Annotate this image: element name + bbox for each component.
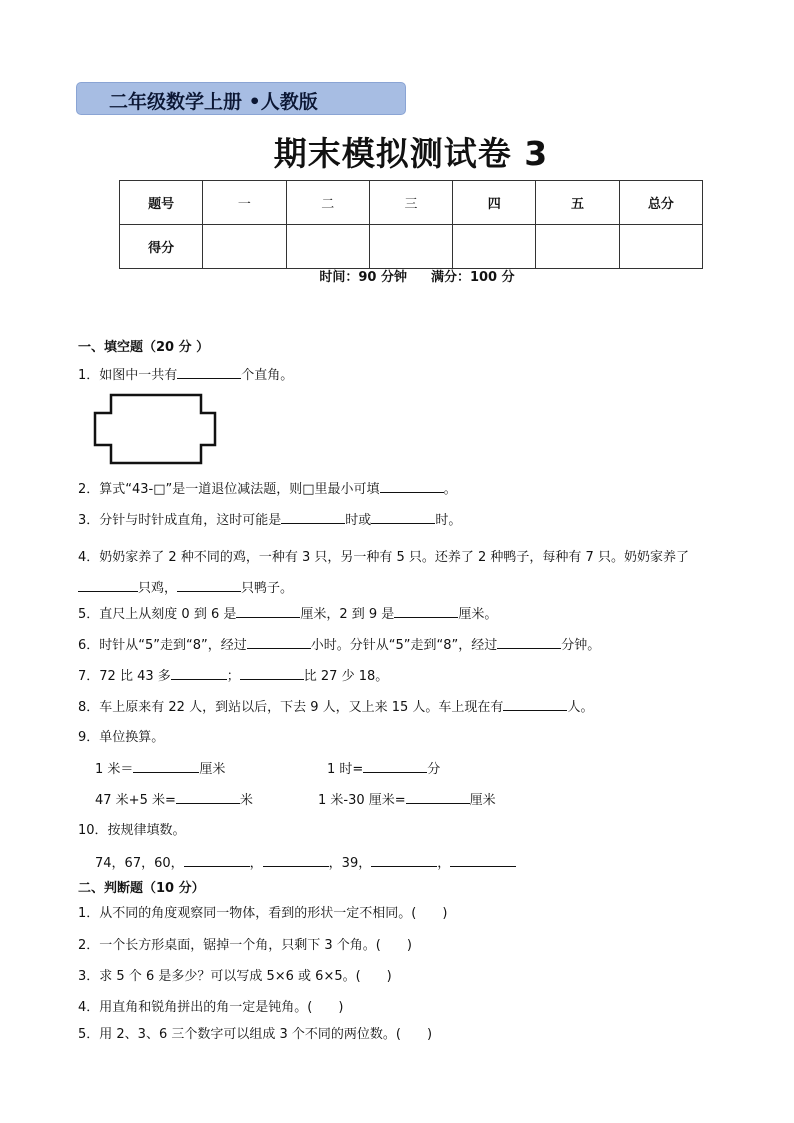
score-cell: 总分 (619, 181, 702, 225)
answer-blank[interactable] (371, 854, 437, 867)
sequence-row (95, 854, 516, 873)
score-input-cell[interactable] (203, 225, 286, 269)
conversion-unit: 分 (427, 762, 441, 777)
conversion-2 (327, 760, 440, 779)
q-text: 小时。分针从“5”走到“8”，经过 (310, 638, 498, 653)
question-7 (78, 667, 388, 686)
conversion-unit: 米 (239, 793, 253, 808)
q-number: 4． (78, 550, 100, 565)
answer-blank[interactable] (406, 791, 470, 804)
q-text: 。 (443, 482, 457, 497)
score-cell: 五 (536, 181, 619, 225)
answer-blank[interactable] (371, 511, 435, 524)
q-number: 9． (78, 730, 100, 745)
q-text: 厘米。 (458, 607, 498, 622)
q-text: 分针与时针成直角，这时可能是 (99, 513, 282, 528)
conversion-text: 1 时= (327, 762, 364, 777)
exam-meta (20, 266, 794, 285)
answer-blank[interactable] (247, 636, 311, 649)
q-number: 3． (78, 513, 100, 528)
answer-blank[interactable] (184, 854, 250, 867)
answer-blank[interactable] (177, 579, 241, 592)
figure-shape (93, 393, 219, 465)
question-9 (78, 729, 164, 747)
q-text: 奶奶家养了 2 种不同的鸡，一种有 3 只，另一种有 5 只。还养了 2 种鸭子，每种有 7 只。奶奶家养了 (99, 550, 689, 565)
q-number: 2． (78, 482, 100, 497)
conversion-text: 1 米＝ (95, 762, 134, 777)
separator: ， (358, 856, 372, 871)
score-input-cell[interactable] (369, 225, 452, 269)
answer-blank[interactable] (394, 605, 458, 618)
q-text: 车上原来有 22 人，到站以后，下去 9 人，又上来 15 人。车上现在有 (99, 700, 504, 715)
judge-item[interactable]: 1．从不同的角度观察同一物体，看到的形状一定不相同。( ) (78, 906, 448, 921)
score-input-cell[interactable] (619, 225, 702, 269)
grade-badge (76, 82, 406, 115)
q-number: 10． (78, 823, 108, 838)
score-input-cell[interactable] (286, 225, 369, 269)
exam-time: 时间：90 分钟 (319, 270, 407, 285)
q-number: 6． (78, 638, 100, 653)
score-table-score-row (120, 225, 703, 269)
section2-heading: 二、判断题（10 分） (78, 881, 205, 896)
sequence-text: 39 (341, 856, 359, 871)
q-text: 72 比 43 多 (99, 669, 171, 684)
answer-blank[interactable] (171, 667, 227, 680)
score-row-label: 得分 (120, 225, 203, 269)
q-number: 7． (78, 669, 100, 684)
judge-item[interactable]: 3．求 5 个 6 是多少？可以写成 5×6 或 6×5。( ) (78, 969, 392, 984)
question-4 (78, 542, 748, 604)
q-text: 单位换算。 (99, 730, 165, 745)
q-text: 比 27 少 18。 (303, 669, 389, 684)
score-input-cell[interactable] (453, 225, 536, 269)
score-cell: 三 (369, 181, 452, 225)
answer-blank[interactable] (176, 791, 240, 804)
answer-blank[interactable] (363, 760, 427, 773)
sequence-text: 74，67，60， (95, 856, 184, 871)
score-input-cell[interactable] (536, 225, 619, 269)
question-2 (78, 480, 457, 499)
exam-full-score: 满分：100 分 (430, 270, 515, 285)
separator: ， (328, 856, 342, 871)
q-number: 1． (78, 368, 100, 383)
question-3 (78, 511, 461, 530)
answer-blank[interactable] (281, 511, 345, 524)
score-cell: 一 (203, 181, 286, 225)
conversion-unit: 厘米 (199, 762, 226, 777)
q-number: 5． (78, 607, 100, 622)
question-1 (78, 366, 293, 385)
q-text: 分钟。 (561, 638, 601, 653)
question-10 (78, 822, 186, 840)
q-text: ； (226, 669, 240, 684)
separator: ， (437, 856, 451, 871)
q-text: 时。 (435, 513, 462, 528)
answer-blank[interactable] (78, 579, 138, 592)
question-8 (78, 698, 593, 717)
conversion-text: 1 米-30 厘米= (318, 793, 406, 808)
score-table-header-row (120, 181, 703, 225)
separator: ， (249, 856, 263, 871)
judge-item[interactable]: 5．用 2、3、6 三个数字可以组成 3 个不同的两位数。( ) (78, 1027, 433, 1042)
score-cell: 四 (453, 181, 536, 225)
q-text: 个直角。 (241, 368, 294, 383)
score-table (119, 180, 703, 269)
conversion-4 (318, 791, 496, 810)
q-text: 只鸡， (138, 581, 178, 596)
q-number: 8． (78, 700, 100, 715)
answer-blank[interactable] (380, 480, 444, 493)
answer-blank[interactable] (236, 605, 300, 618)
answer-blank[interactable] (133, 760, 199, 773)
q-text: 人。 (567, 700, 594, 715)
q-text: 厘米，2 到 9 是 (300, 607, 395, 622)
conversion-1 (95, 760, 225, 779)
score-cell: 题号 (120, 181, 203, 225)
answer-blank[interactable] (450, 854, 516, 867)
badge-text: 二年级数学上册 •人教版 (109, 91, 318, 113)
answer-blank[interactable] (240, 667, 304, 680)
conversion-3 (95, 791, 253, 810)
question-5 (78, 605, 497, 624)
q-text: 时针从“5”走到“8”，经过 (99, 638, 247, 653)
q-text: 时或 (345, 513, 372, 528)
q-text: 如图中一共有 (99, 368, 178, 383)
question-6 (78, 636, 600, 655)
q-text: 只鸭子。 (241, 581, 294, 596)
answer-blank[interactable] (503, 698, 567, 711)
answer-blank[interactable] (497, 636, 561, 649)
judge-item[interactable]: 2．一个长方形桌面，锯掉一个角，只剩下 3 个角。( ) (78, 938, 412, 953)
score-cell: 二 (286, 181, 369, 225)
q-text: 算式“43-□”是一道退位减法题，则□里最小可填 (99, 482, 380, 497)
answer-blank[interactable] (263, 854, 329, 867)
q-text: 直尺上从刻度 0 到 6 是 (99, 607, 237, 622)
judge-item[interactable]: 4．用直角和锐角拼出的角一定是钝角。( ) (78, 1000, 344, 1015)
section1-heading: 一、填空题（20 分 ） (78, 340, 210, 355)
answer-blank[interactable] (177, 366, 241, 379)
conversion-text: 47 米+5 米= (95, 793, 176, 808)
q-text: 按规律填数。 (107, 823, 186, 838)
conversion-unit: 厘米 (469, 793, 496, 808)
page-title: 期末模拟测试卷 3 (273, 134, 549, 173)
